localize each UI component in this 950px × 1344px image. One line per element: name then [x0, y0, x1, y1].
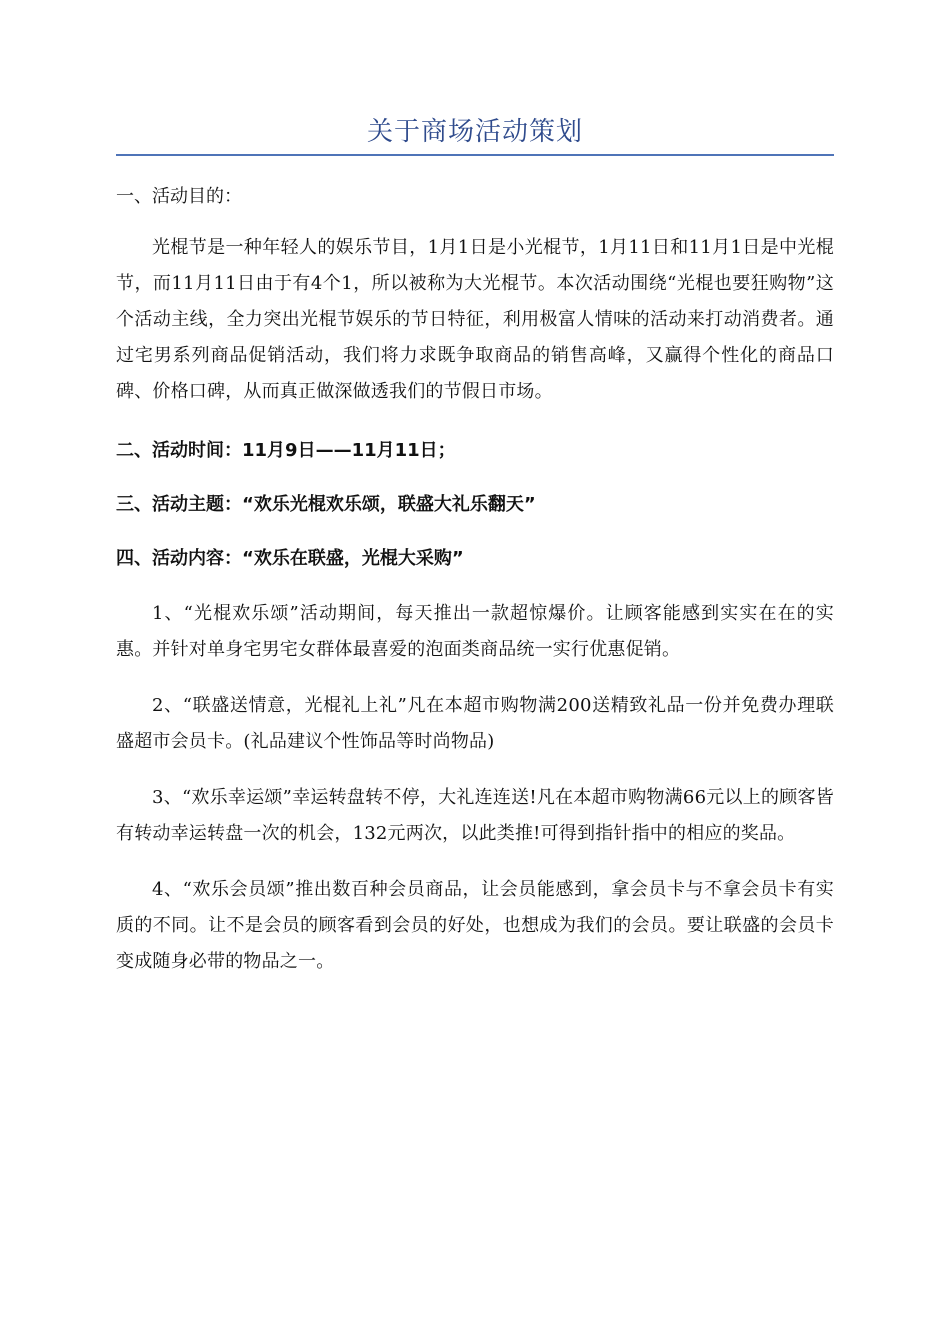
content-item-1: 1、“光棍欢乐颂”活动期间，每天推出一款超惊爆价。让顾客能感到实实在在的实惠。并针对单身宅男宅女群体最喜爱的泡面类商品统一实行优惠促销。	[116, 603, 834, 660]
section-heading-content: 四、活动内容：“欢乐在联盛，光棍大采购”	[116, 548, 464, 569]
section-heading-purpose: 一、活动目的：	[116, 186, 242, 207]
section-heading-time: 二、活动时间：11月9日——11月11日；	[116, 440, 456, 461]
purpose-paragraph: 光棍节是一种年轻人的娱乐节目，1月1日是小光棍节，1月11日和11月1日是中光棍节，而11月11日由于有4个1，所以被称为大光棍节。本次活动围绕“光棍也要狂购物”这个活动主线，全力突出光棍节娱乐的节日特征，利用极富人情味的活动来打动消费者。通过宅男系列商品促销活动，我们将力求既争取商品的销售高峰，又赢得个性化的商品口碑、价格口碑，从而真正做深做透我们的节假日市场。	[116, 237, 834, 402]
document-title: 关于商场活动策划	[116, 112, 834, 156]
section-heading-theme: 三、活动主题：“欢乐光棍欢乐颂，联盛大礼乐翻天”	[116, 494, 536, 515]
content-item-3: 3、“欢乐幸运颂”幸运转盘转不停，大礼连连送!凡在本超市购物满66元以上的顾客皆有转动幸运转盘一次的机会，132元两次，以此类推!可得到指针指中的相应的奖品。	[116, 787, 834, 844]
content-item-2: 2、“联盛送情意，光棍礼上礼”凡在本超市购物满200送精致礼品一份并免费办理联盛超市会员卡。(礼品建议个性饰品等时尚物品)	[116, 695, 834, 752]
content-item-4: 4、“欢乐会员颂”推出数百种会员商品，让会员能感到，拿会员卡与不拿会员卡有实质的不同。让不是会员的顾客看到会员的好处，也想成为我们的会员。要让联盛的会员卡变成随身必带的物品之一。	[116, 879, 834, 972]
document-page	[116, 112, 834, 1000]
